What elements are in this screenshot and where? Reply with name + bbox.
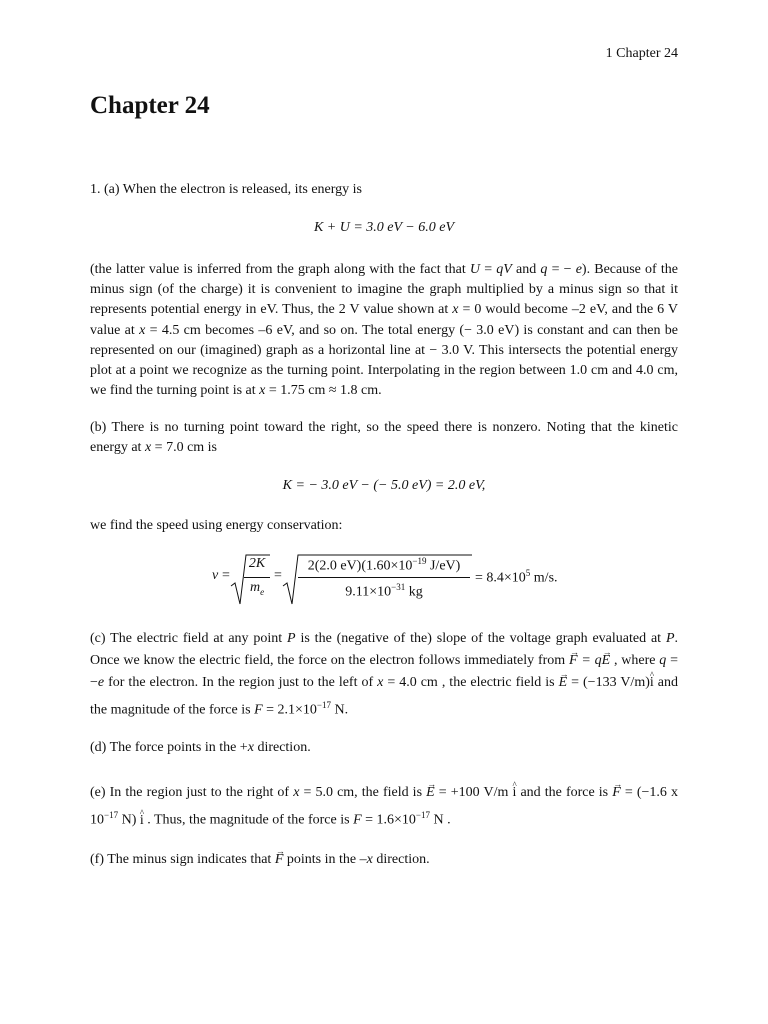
equals-sign: = [274, 568, 282, 583]
text: direction. [372, 852, 430, 867]
exponent: −19 [412, 556, 427, 566]
var: e [575, 262, 582, 277]
text: points in the – [283, 852, 367, 867]
text: = − [547, 262, 576, 277]
text: = − [90, 653, 679, 690]
text: direction. [253, 740, 311, 755]
paragraph-part-e [90, 782, 678, 832]
exponent: −31 [391, 582, 406, 592]
var: x [452, 302, 459, 318]
text: N. [331, 702, 349, 718]
unit: J/eV) [426, 558, 461, 574]
problem-intro: 1. (a) When the electron is released, its energy is [90, 182, 362, 197]
text: (b) There is no turning point toward the right, so the speed there is nonzero. Noting that the kinetic energy at [90, 420, 678, 456]
var: x [247, 740, 254, 755]
fraction-2k [244, 556, 270, 572]
fraction-me [244, 580, 270, 597]
exponent: 5 [525, 568, 531, 578]
paragraph-part-c [90, 628, 678, 722]
text: . Once we know the electric field, the force on the electron follows immediately from [90, 631, 678, 668]
var: x [293, 785, 300, 800]
vector-f: → F [275, 850, 284, 870]
var: x [144, 440, 152, 456]
text: (e) In the region just to the right of [90, 785, 294, 800]
vector-e: → E [559, 672, 568, 694]
text: = +100 V/m [434, 785, 513, 800]
denominator-text: 9.11×10 [345, 584, 392, 600]
text: N) [118, 812, 140, 828]
fraction-bar [298, 577, 470, 578]
speed-result [475, 568, 558, 587]
text: = [480, 262, 497, 277]
chapter-title: Chapter 24 [90, 92, 210, 119]
result-text: = 8.4×10 [475, 570, 526, 586]
vector-f: → F [569, 650, 578, 672]
running-header: 1 Chapter 24 [605, 46, 678, 61]
fraction-denominator [298, 582, 470, 601]
equation-text: K = − 3.0 eV − (− 5.0 eV) = 2.0 eV, [282, 478, 486, 493]
text: = 7.0 cm is [151, 440, 218, 456]
speed-var: v [212, 568, 219, 583]
paragraph-part-d [90, 738, 678, 758]
text: , where [610, 653, 660, 668]
text: (d) The force points in the + [90, 740, 248, 755]
equation-speed [212, 550, 572, 610]
text: = 5.0 cm, the field is [299, 785, 427, 800]
vector-f: → F [612, 782, 621, 804]
var: x [139, 322, 146, 338]
exponent: −17 [415, 810, 430, 820]
exponent: −17 [104, 810, 119, 820]
var: = q [577, 653, 602, 668]
text: for the electron. In the region just to the left of [104, 675, 378, 690]
text: is the (negative of the) slope of the voltage graph evaluated at [295, 631, 666, 646]
exponent: −17 [316, 700, 331, 710]
unit: m/s. [530, 570, 558, 586]
paragraph-part-f [90, 850, 678, 870]
var: x [366, 852, 373, 867]
unit-vector-i: ^ i [140, 810, 144, 832]
subscript: e [260, 586, 265, 597]
var: q [540, 262, 548, 277]
text: (c) The electric field at any point [90, 631, 288, 646]
fraction-numerator [298, 556, 470, 575]
var: P [665, 631, 675, 646]
var: qV [496, 262, 512, 277]
equals-sign: = [222, 568, 230, 583]
text: = (−133 V/m) [567, 675, 650, 690]
paragraph-part-a [90, 260, 678, 401]
vector-e: → E [426, 782, 435, 804]
var: P [287, 631, 296, 646]
text: and the magnitude of the force is [90, 675, 678, 718]
var: e [97, 675, 105, 690]
text: = 4.0 cm , the electric field is [383, 675, 559, 690]
text: = (−1.6 x 10 [90, 785, 678, 828]
text: = 1.75 cm ≈ 1.8 cm. [265, 383, 382, 399]
numerator-text: 2(2.0 eV)(1.60×10 [307, 558, 413, 574]
equation-total-energy [90, 220, 678, 236]
text: and [511, 262, 541, 277]
equation-text: K + U = 3.0 eV − 6.0 eV [313, 220, 455, 235]
text: = 1.6×10 [361, 812, 416, 828]
var: x [377, 675, 384, 690]
fraction-bar [244, 577, 270, 578]
text: N . [430, 812, 451, 828]
denominator: m [249, 580, 261, 595]
var: U [469, 262, 481, 277]
text: = 2.1×10 [262, 702, 317, 718]
var: F [353, 812, 362, 828]
unit: kg [405, 584, 423, 600]
text: = 0 would become –2 eV, and the 6 V value at [90, 302, 679, 338]
text: (the latter value is inferred from the graph along with the fact that [90, 262, 470, 277]
text: (f) The minus sign indicates that [90, 852, 275, 867]
paragraph-energy-conservation: we find the speed using energy conservation: [90, 518, 343, 533]
numerator: 2K [248, 556, 266, 571]
unit-vector-i: ^ i [650, 672, 654, 694]
unit-vector-i: ^ i [512, 782, 516, 804]
var: F [254, 702, 263, 718]
var: x [259, 383, 266, 399]
text: and the force is [516, 785, 613, 800]
text: = 4.5 cm becomes –6 eV, and so on. The total energy (− 3.0 eV) is constant and can then be represented on our (imagined) graph as a horizontal line at − 3.0 V. This intersects the potential energy plot at a point we recognize as the turning point. Interpolating in the region between 1.0 cm and 4.0 cm, we find the turning point is at [90, 322, 679, 399]
equation-kinetic-energy [90, 478, 678, 494]
vector-e: → E [602, 650, 611, 672]
var: q [659, 653, 667, 668]
text: . Thus, the magnitude of the force is [143, 812, 354, 828]
text: ). Because of the minus sign (of the charge) it is convenient to imagine the graph multiplied by a minus sign so that it represents potential energy in eV. Thus, the 2 V value shown at [90, 262, 678, 318]
paragraph-part-b [90, 418, 678, 458]
